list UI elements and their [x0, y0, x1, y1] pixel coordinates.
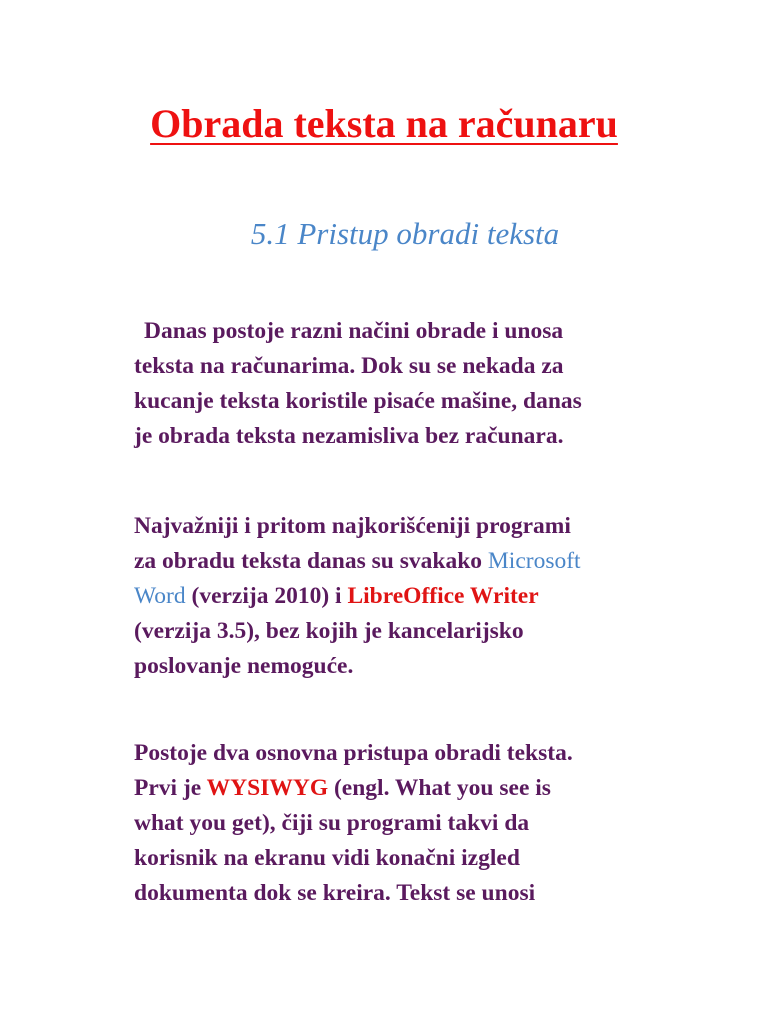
- paragraph-line: [134, 579, 734, 614]
- paragraph-text: za obradu teksta danas su svakako: [134, 548, 488, 574]
- paragraph-programs: [134, 509, 734, 684]
- paragraph-line: korisnik na ekranu vidi konačni izgled: [134, 845, 520, 871]
- paragraph-line: what you get), čiji su programi takvi da: [134, 810, 530, 836]
- paragraph-text: (engl. What you see is: [328, 775, 551, 801]
- paragraph-line: Danas postoje razni načini obrade i unosa: [144, 318, 564, 344]
- paragraph-approaches: [134, 736, 734, 911]
- section-heading: 5.1 Pristup obradi teksta: [250, 216, 560, 251]
- paragraph-line: Postoje dva osnovna pristupa obradi teksta.: [134, 740, 573, 766]
- paragraph-line: dokumenta dok se kreira. Tekst se unosi: [134, 880, 536, 906]
- paragraph-line: poslovanje nemoguće.: [134, 653, 354, 679]
- microsoft-word-term: Microsoft: [487, 548, 581, 574]
- paragraph-line: kucanje teksta koristile pisaće mašine, danas: [134, 388, 582, 414]
- paragraph-line: [134, 544, 734, 579]
- paragraph-intro: [134, 314, 734, 454]
- paragraph-text: Prvi je: [134, 775, 207, 801]
- wysiwyg-term: WYSIWYG: [206, 775, 329, 801]
- microsoft-word-term: Word: [134, 583, 186, 609]
- paragraph-line: [134, 771, 734, 806]
- paragraph-line: Najvažniji i pritom najkorišćeniji programi: [134, 513, 571, 539]
- libreoffice-writer-term: LibreOffice Writer: [347, 583, 539, 609]
- paragraph-line: je obrada teksta nezamisliva bez računara.: [134, 423, 564, 449]
- paragraph-line: teksta na računarima. Dok su se nekada za: [134, 353, 564, 379]
- paragraph-line: (verzija 3.5), bez kojih je kancelarijsko: [134, 618, 524, 644]
- page-title: Obrada teksta na računaru: [150, 101, 618, 146]
- paragraph-text: (verzija 2010) i: [185, 583, 348, 609]
